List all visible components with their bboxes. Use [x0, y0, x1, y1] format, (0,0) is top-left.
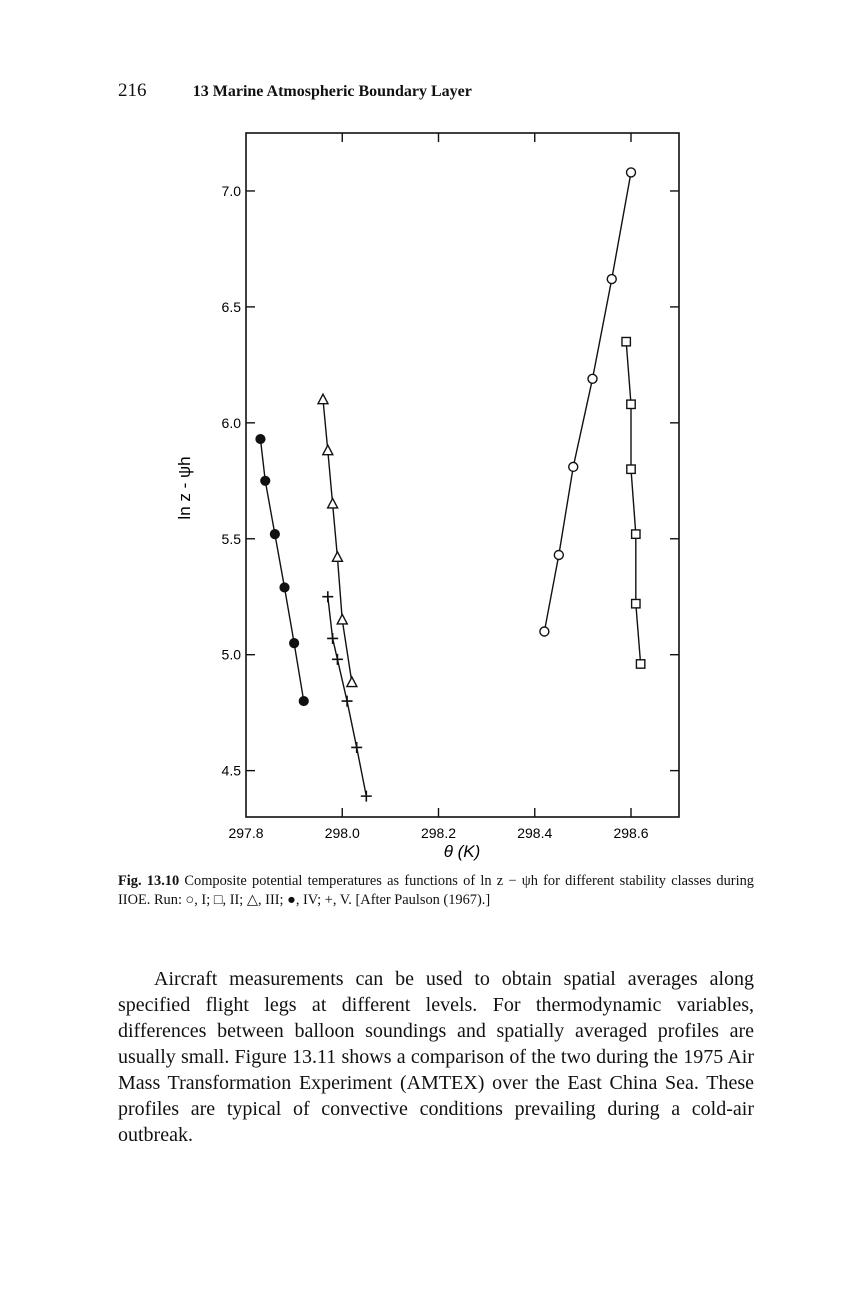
page-number: 216: [118, 80, 147, 101]
data-point-plus: [351, 742, 362, 753]
body-text: [118, 966, 754, 1148]
data-point-square-open: [632, 530, 640, 538]
x-tick-label: 298.2: [420, 825, 457, 841]
x-tick-label: 298.4: [517, 825, 553, 841]
data-point-circle-open: [569, 462, 578, 471]
data-point-circle-filled: [290, 639, 299, 648]
data-series: [256, 168, 645, 802]
x-tick-label: 298.0: [324, 825, 360, 841]
body-paragraph: Aircraft measurements can be used to obtain spatial averages along specified flight legs at different levels. For thermodynamic variables, differences between balloon soundings and spatially averaged profiles are usually small. Figure 13.11 shows a comparison of the two during the 1975 Air Mass Transformation Experiment (AMTEX) over the East China Sea. These profiles are typical of convective conditions prevailing during a cold-air outbreak.: [118, 968, 754, 1146]
data-point-square-open: [636, 660, 644, 668]
y-tick-label: 5.5: [221, 530, 241, 547]
figure-caption: [118, 872, 754, 910]
data-point-square-open: [627, 465, 635, 473]
series-triangle-open: [318, 394, 357, 686]
series-line: [626, 342, 640, 664]
y-tick-label: 5.0: [221, 646, 241, 663]
data-point-plus: [322, 591, 333, 602]
data-point-triangle-open: [347, 677, 357, 687]
data-point-circle-filled: [256, 434, 265, 443]
data-point-circle-open: [627, 168, 636, 177]
y-axis-label: ln z - ψh: [175, 456, 194, 520]
x-tick-label: 298.6: [613, 825, 649, 841]
data-point-plus: [332, 654, 343, 665]
data-point-circle-filled: [280, 583, 289, 592]
caption-label: Fig. 13.10: [118, 873, 180, 889]
data-point-triangle-open: [318, 394, 328, 404]
x-axis-ticks: [228, 133, 648, 841]
data-point-circle-filled: [270, 530, 279, 539]
plot-frame: [246, 133, 679, 817]
data-point-plus: [327, 633, 338, 644]
data-point-triangle-open: [332, 552, 342, 562]
y-axis-ticks: [222, 183, 679, 779]
x-tick-label: 297.8: [228, 825, 264, 841]
data-point-square-open: [622, 337, 630, 345]
y-tick-label: 7.0: [221, 182, 241, 199]
data-point-circle-open: [540, 627, 549, 636]
series-circle-open: [540, 168, 636, 636]
data-point-triangle-open: [337, 614, 347, 624]
y-tick-label: 6.5: [221, 298, 241, 315]
data-point-circle-filled: [261, 476, 270, 485]
data-point-circle-filled: [299, 696, 308, 705]
y-tick-label: 4.5: [221, 762, 241, 779]
data-point-triangle-open: [323, 445, 333, 455]
data-point-circle-open: [607, 275, 616, 284]
series-circle-filled: [256, 434, 309, 705]
chapter-title: 13 Marine Atmospheric Boundary Layer: [192, 83, 472, 100]
y-tick-label: 6.0: [221, 414, 241, 431]
data-point-square-open: [627, 400, 635, 408]
x-axis-label: θ (K): [443, 842, 481, 861]
data-point-plus: [361, 791, 372, 802]
data-point-square-open: [632, 599, 640, 607]
series-square-open: [622, 337, 645, 668]
caption-text: Composite potential temperatures as functions of ln z − ψh for different stability classes during IIOE. Run: ○, I; □, II; △, III; ●, IV; +, V. [After Paulson (1967).]: [118, 873, 754, 908]
data-point-plus: [342, 696, 353, 707]
data-point-circle-open: [554, 550, 563, 559]
data-point-circle-open: [588, 374, 597, 383]
series-line: [323, 400, 352, 683]
data-point-triangle-open: [328, 498, 338, 508]
series-line: [544, 172, 631, 631]
